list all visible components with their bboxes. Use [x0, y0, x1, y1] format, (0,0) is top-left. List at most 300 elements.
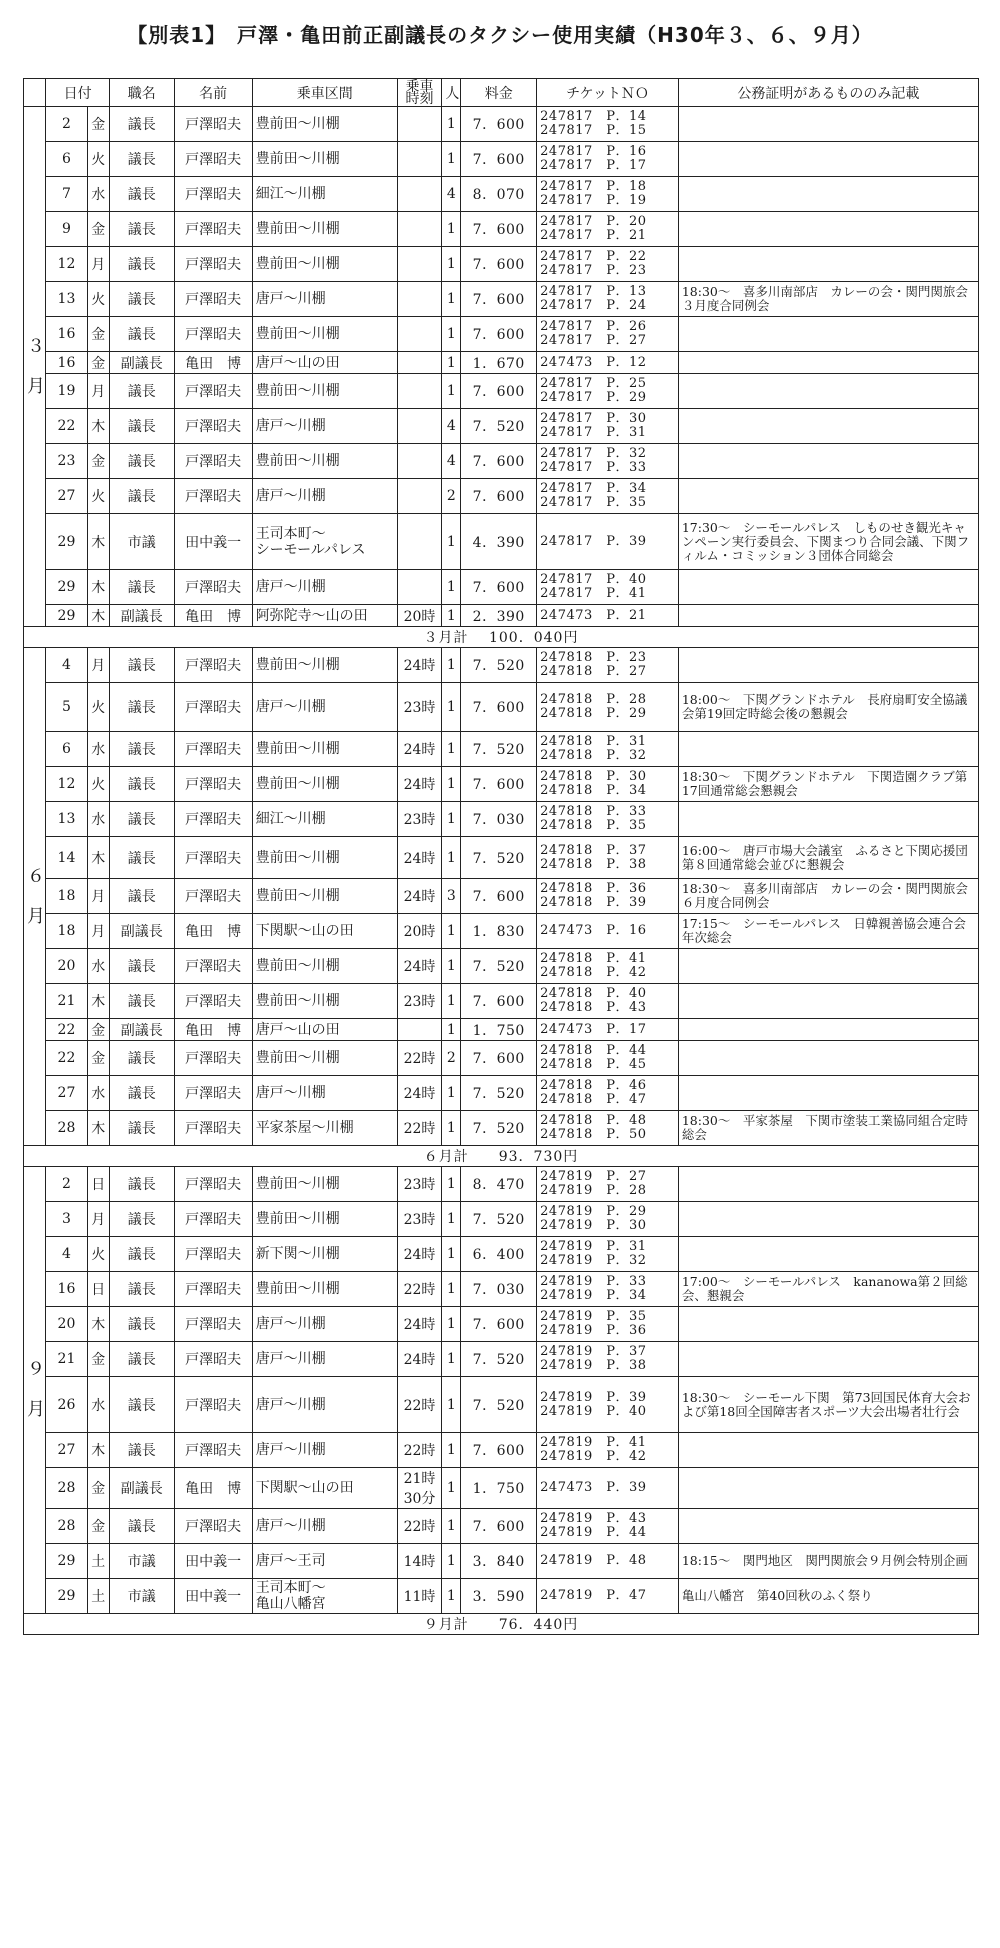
cell-people: 1 — [442, 282, 461, 317]
cell-time — [397, 514, 442, 570]
cell-time — [397, 409, 442, 444]
cell-name: 戸澤昭夫 — [174, 984, 252, 1019]
cell-fare: 7．520 — [461, 949, 537, 984]
cell-day: 6 — [46, 732, 87, 767]
cell-name: 亀田 博 — [174, 1019, 252, 1041]
cell-note — [678, 605, 978, 627]
cell-note — [678, 352, 978, 374]
cell-note — [678, 1019, 978, 1041]
cell-name: 亀田 博 — [174, 914, 252, 949]
cell-day: 29 — [46, 1579, 87, 1614]
cell-position: 議長 — [109, 374, 174, 409]
cell-people: 1 — [442, 984, 461, 1019]
cell-ticket: 247818 P．33 247818 P．35 — [537, 802, 679, 837]
cell-weekday: 金 — [87, 1342, 109, 1377]
cell-route: 唐戸～川棚 — [252, 1509, 397, 1544]
cell-weekday: 木 — [87, 1111, 109, 1146]
cell-fare: 7．520 — [461, 837, 537, 879]
cell-weekday: 木 — [87, 984, 109, 1019]
table-row — [24, 177, 979, 212]
cell-time — [397, 107, 442, 142]
cell-time: 23時 — [397, 1202, 442, 1237]
cell-weekday: 金 — [87, 1509, 109, 1544]
table-row — [24, 1041, 979, 1076]
cell-day: 14 — [46, 837, 87, 879]
cell-weekday: 木 — [87, 837, 109, 879]
cell-route: 豊前田～川棚 — [252, 949, 397, 984]
cell-day: 29 — [46, 570, 87, 605]
cell-weekday: 金 — [87, 107, 109, 142]
cell-ticket: 247817 P．20 247817 P．21 — [537, 212, 679, 247]
cell-note — [678, 802, 978, 837]
cell-fare: 7．600 — [461, 879, 537, 914]
cell-name: 戸澤昭夫 — [174, 282, 252, 317]
cell-route: 豊前田～川棚 — [252, 374, 397, 409]
cell-note: 18:30～ 下関グランドホテル 下関造園クラブ第17回通常総会懇親会 — [678, 767, 978, 802]
cell-route: 唐戸～山の田 — [252, 1019, 397, 1041]
cell-people: 2 — [442, 479, 461, 514]
cell-position: 議長 — [109, 142, 174, 177]
table-row — [24, 1509, 979, 1544]
cell-position: 副議長 — [109, 352, 174, 374]
cell-ticket: 247818 P．41 247818 P．42 — [537, 949, 679, 984]
cell-position: 議長 — [109, 732, 174, 767]
table-row — [24, 282, 979, 317]
header-people: 人 — [442, 79, 461, 107]
cell-people: 1 — [442, 914, 461, 949]
cell-day: 4 — [46, 648, 87, 683]
cell-ticket: 247817 P．32 247817 P．33 — [537, 444, 679, 479]
cell-weekday: 水 — [87, 1377, 109, 1433]
cell-ticket: 247817 P．13 247817 P．24 — [537, 282, 679, 317]
table-row — [24, 479, 979, 514]
month-number: ６ — [27, 865, 45, 887]
cell-ticket: 247819 P．27 247819 P．28 — [537, 1167, 679, 1202]
cell-ticket: 247817 P．34 247817 P．35 — [537, 479, 679, 514]
cell-name: 戸澤昭夫 — [174, 648, 252, 683]
cell-fare: 3．590 — [461, 1579, 537, 1614]
cell-ticket: 247817 P．25 247817 P．29 — [537, 374, 679, 409]
cell-ticket: 247473 P．17 — [537, 1019, 679, 1041]
cell-people: 1 — [442, 1307, 461, 1342]
cell-people: 1 — [442, 949, 461, 984]
cell-note — [678, 949, 978, 984]
cell-name: 戸澤昭夫 — [174, 409, 252, 444]
cell-name: 田中義一 — [174, 514, 252, 570]
cell-route: 唐戸～川棚 — [252, 683, 397, 732]
cell-route: 豊前田～川棚 — [252, 1272, 397, 1307]
cell-people: 1 — [442, 570, 461, 605]
table-row — [24, 317, 979, 352]
cell-day: 29 — [46, 1544, 87, 1579]
cell-note: 17:00～ シーモールパレス kananowa第２回総会、懇親会 — [678, 1272, 978, 1307]
cell-name: 戸澤昭夫 — [174, 1237, 252, 1272]
cell-people: 4 — [442, 177, 461, 212]
cell-note — [678, 648, 978, 683]
cell-ticket: 247818 P．46 247818 P．47 — [537, 1076, 679, 1111]
cell-ticket: 247819 P．41 247819 P．42 — [537, 1433, 679, 1468]
cell-name: 戸澤昭夫 — [174, 107, 252, 142]
cell-note — [678, 374, 978, 409]
cell-position: 議長 — [109, 1433, 174, 1468]
cell-day: 4 — [46, 1237, 87, 1272]
cell-route: 豊前田～川棚 — [252, 444, 397, 479]
cell-day: 16 — [46, 1272, 87, 1307]
cell-name: 戸澤昭夫 — [174, 247, 252, 282]
cell-name: 戸澤昭夫 — [174, 317, 252, 352]
cell-note — [678, 1433, 978, 1468]
cell-note — [678, 1076, 978, 1111]
cell-note — [678, 444, 978, 479]
cell-time: 22時 — [397, 1509, 442, 1544]
cell-day: 22 — [46, 1019, 87, 1041]
table-row — [24, 648, 979, 683]
cell-people: 1 — [442, 142, 461, 177]
cell-time: 24時 — [397, 648, 442, 683]
cell-name: 戸澤昭夫 — [174, 1202, 252, 1237]
cell-day: 2 — [46, 1167, 87, 1202]
cell-position: 議長 — [109, 1041, 174, 1076]
cell-people: 1 — [442, 683, 461, 732]
cell-people: 1 — [442, 1019, 461, 1041]
cell-time — [397, 352, 442, 374]
cell-day: 18 — [46, 879, 87, 914]
cell-ticket: 247817 P．40 247817 P．41 — [537, 570, 679, 605]
table-row — [24, 247, 979, 282]
cell-ticket: 247818 P．37 247818 P．38 — [537, 837, 679, 879]
table-row — [24, 570, 979, 605]
table-row — [24, 879, 979, 914]
cell-fare: 2．390 — [461, 605, 537, 627]
cell-day: 26 — [46, 1377, 87, 1433]
cell-day: 16 — [46, 317, 87, 352]
cell-weekday: 木 — [87, 1433, 109, 1468]
table-row — [24, 1433, 979, 1468]
cell-position: 議長 — [109, 444, 174, 479]
cell-ticket: 247819 P．29 247819 P．30 — [537, 1202, 679, 1237]
cell-note — [678, 732, 978, 767]
cell-note: 16:00～ 唐戸市場大会議室 ふるさと下関応援団第８回通常総会並びに懇親会 — [678, 837, 978, 879]
cell-day: 12 — [46, 767, 87, 802]
cell-fare: 7．600 — [461, 1041, 537, 1076]
table-row — [24, 1544, 979, 1579]
table-row — [24, 409, 979, 444]
cell-people: 1 — [442, 1167, 461, 1202]
cell-time — [397, 247, 442, 282]
cell-weekday: 日 — [87, 1272, 109, 1307]
cell-day: 21 — [46, 1342, 87, 1377]
cell-day: 27 — [46, 1433, 87, 1468]
cell-fare: 7．600 — [461, 984, 537, 1019]
cell-position: 議長 — [109, 317, 174, 352]
cell-people: 1 — [442, 767, 461, 802]
table-row — [24, 1019, 979, 1041]
table-row — [24, 837, 979, 879]
cell-day: 18 — [46, 914, 87, 949]
table-row — [24, 212, 979, 247]
cell-ticket: 247473 P．39 — [537, 1468, 679, 1509]
cell-route: 豊前田～川棚 — [252, 212, 397, 247]
cell-people: 1 — [442, 1342, 461, 1377]
cell-weekday: 金 — [87, 317, 109, 352]
cell-ticket: 247819 P．37 247819 P．38 — [537, 1342, 679, 1377]
cell-time — [397, 374, 442, 409]
cell-fare: 7．600 — [461, 282, 537, 317]
table-row — [24, 1468, 979, 1509]
cell-day: 7 — [46, 177, 87, 212]
cell-position: 議長 — [109, 879, 174, 914]
cell-note — [678, 212, 978, 247]
cell-weekday: 木 — [87, 605, 109, 627]
cell-route: 唐戸～川棚 — [252, 1076, 397, 1111]
cell-route: 唐戸～川棚 — [252, 282, 397, 317]
cell-fare: 7．600 — [461, 683, 537, 732]
cell-time — [397, 212, 442, 247]
cell-name: 戸澤昭夫 — [174, 142, 252, 177]
cell-weekday: 月 — [87, 879, 109, 914]
cell-weekday: 月 — [87, 1202, 109, 1237]
cell-position: 副議長 — [109, 605, 174, 627]
cell-people: 1 — [442, 1433, 461, 1468]
cell-people: 4 — [442, 409, 461, 444]
cell-route: 王司本町～ シーモールパレス — [252, 514, 397, 570]
cell-fare: 7．030 — [461, 1272, 537, 1307]
cell-people: 1 — [442, 1202, 461, 1237]
cell-position: 議長 — [109, 1272, 174, 1307]
cell-fare: 1．830 — [461, 914, 537, 949]
cell-time: 24時 — [397, 837, 442, 879]
cell-ticket: 247817 P．39 — [537, 514, 679, 570]
cell-ticket: 247819 P．48 — [537, 1544, 679, 1579]
cell-day: 22 — [46, 1041, 87, 1076]
cell-note — [678, 1202, 978, 1237]
cell-time — [397, 282, 442, 317]
cell-name: 戸澤昭夫 — [174, 479, 252, 514]
cell-position: 議長 — [109, 282, 174, 317]
cell-weekday: 水 — [87, 177, 109, 212]
cell-route: 唐戸～山の田 — [252, 352, 397, 374]
cell-name: 戸澤昭夫 — [174, 683, 252, 732]
table-row — [24, 605, 979, 627]
table-header-row — [24, 79, 979, 107]
cell-name: 田中義一 — [174, 1579, 252, 1614]
cell-day: 23 — [46, 444, 87, 479]
cell-fare: 7．600 — [461, 767, 537, 802]
cell-position: 議長 — [109, 247, 174, 282]
table-row — [24, 1307, 979, 1342]
cell-ticket: 247818 P．23 247818 P．27 — [537, 648, 679, 683]
cell-name: 戸澤昭夫 — [174, 837, 252, 879]
cell-ticket: 247817 P．22 247817 P．23 — [537, 247, 679, 282]
cell-time — [397, 570, 442, 605]
cell-route: 唐戸～川棚 — [252, 1377, 397, 1433]
cell-fare: 7．600 — [461, 142, 537, 177]
cell-position: 議長 — [109, 1509, 174, 1544]
cell-position: 議長 — [109, 409, 174, 444]
month-total: ９月計 76．440円 — [24, 1614, 979, 1635]
cell-route: 豊前田～川棚 — [252, 767, 397, 802]
cell-weekday: 水 — [87, 732, 109, 767]
cell-route: 唐戸～川棚 — [252, 479, 397, 514]
cell-time: 20時 — [397, 605, 442, 627]
cell-route: 豊前田～川棚 — [252, 247, 397, 282]
cell-route: 豊前田～川棚 — [252, 1167, 397, 1202]
cell-people: 1 — [442, 1237, 461, 1272]
cell-ticket: 247818 P．31 247818 P．32 — [537, 732, 679, 767]
cell-name: 戸澤昭夫 — [174, 1342, 252, 1377]
month-total-row — [24, 1614, 979, 1635]
cell-fare: 7．600 — [461, 247, 537, 282]
cell-note — [678, 1167, 978, 1202]
cell-day: 29 — [46, 605, 87, 627]
cell-people: 1 — [442, 317, 461, 352]
cell-time: 23時 — [397, 683, 442, 732]
month-number: ９ — [27, 1359, 45, 1380]
cell-route: 豊前田～川棚 — [252, 107, 397, 142]
cell-weekday: 火 — [87, 479, 109, 514]
cell-name: 戸澤昭夫 — [174, 1167, 252, 1202]
cell-note: 18:30～ シーモール下関 第73回国民体育大会および第18回全国障害者スポーツ大会出場者壮行会 — [678, 1377, 978, 1433]
table-row — [24, 1167, 979, 1202]
cell-name: 戸澤昭夫 — [174, 177, 252, 212]
cell-fare: 8．470 — [461, 1167, 537, 1202]
cell-day: 21 — [46, 984, 87, 1019]
month-label — [24, 107, 46, 627]
cell-name: 戸澤昭夫 — [174, 570, 252, 605]
cell-note — [678, 479, 978, 514]
cell-name: 戸澤昭夫 — [174, 1076, 252, 1111]
month-label — [24, 1167, 46, 1614]
cell-route: 阿弥陀寺～山の田 — [252, 605, 397, 627]
cell-weekday: 火 — [87, 683, 109, 732]
table-row — [24, 683, 979, 732]
cell-ticket: 247473 P．21 — [537, 605, 679, 627]
cell-note — [678, 1041, 978, 1076]
cell-name: 戸澤昭夫 — [174, 879, 252, 914]
cell-fare: 7．520 — [461, 732, 537, 767]
cell-time: 22時 — [397, 1272, 442, 1307]
cell-people: 1 — [442, 247, 461, 282]
cell-day: 2 — [46, 107, 87, 142]
cell-ticket: 247817 P．30 247817 P．31 — [537, 409, 679, 444]
cell-route: 豊前田～川棚 — [252, 984, 397, 1019]
cell-fare: 7．600 — [461, 1433, 537, 1468]
header-note: 公務証明があるもののみ記載 — [678, 79, 978, 107]
cell-name: 戸澤昭夫 — [174, 802, 252, 837]
cell-position: 議長 — [109, 1307, 174, 1342]
cell-time: 24時 — [397, 732, 442, 767]
cell-ticket: 247818 P．44 247818 P．45 — [537, 1041, 679, 1076]
cell-ticket: 247818 P．48 247818 P．50 — [537, 1111, 679, 1146]
cell-route: 豊前田～川棚 — [252, 837, 397, 879]
cell-people: 1 — [442, 374, 461, 409]
cell-position: 議長 — [109, 1237, 174, 1272]
cell-time — [397, 444, 442, 479]
document-title: 【別表1】 戸澤・亀田前正副議長のタクシー使用実績（H30年３、６、９月） — [127, 23, 873, 47]
cell-weekday: 土 — [87, 1544, 109, 1579]
cell-time: 22時 — [397, 1377, 442, 1433]
cell-day: 5 — [46, 683, 87, 732]
cell-note — [678, 247, 978, 282]
table-row — [24, 1111, 979, 1146]
cell-name: 戸澤昭夫 — [174, 1041, 252, 1076]
cell-position: 副議長 — [109, 1019, 174, 1041]
month-number: ３ — [27, 335, 45, 357]
table-row — [24, 914, 979, 949]
cell-route: 下関駅～山の田 — [252, 1468, 397, 1509]
cell-position: 議長 — [109, 479, 174, 514]
cell-ticket: 247818 P．30 247818 P．34 — [537, 767, 679, 802]
cell-name: 田中義一 — [174, 1544, 252, 1579]
month-suffix: 月 — [27, 1399, 45, 1420]
cell-people: 1 — [442, 1509, 461, 1544]
cell-name: 戸澤昭夫 — [174, 212, 252, 247]
cell-ticket: 247819 P．35 247819 P．36 — [537, 1307, 679, 1342]
header-date: 日付 — [46, 79, 110, 107]
table-row — [24, 1342, 979, 1377]
cell-position: 市議 — [109, 1579, 174, 1614]
header-route: 乗車区間 — [252, 79, 397, 107]
cell-note: 18:30～ 喜多川南部店 カレーの会・関門関旅会６月度合同例会 — [678, 879, 978, 914]
cell-note — [678, 1307, 978, 1342]
cell-day: 20 — [46, 949, 87, 984]
cell-weekday: 金 — [87, 1468, 109, 1509]
cell-route: 豊前田～川棚 — [252, 732, 397, 767]
cell-ticket: 247819 P．39 247819 P．40 — [537, 1377, 679, 1433]
cell-weekday: 火 — [87, 282, 109, 317]
cell-position: 議長 — [109, 767, 174, 802]
cell-fare: 7．520 — [461, 1076, 537, 1111]
cell-position: 議長 — [109, 949, 174, 984]
cell-people: 1 — [442, 1468, 461, 1509]
cell-time: 20時 — [397, 914, 442, 949]
cell-day: 20 — [46, 1307, 87, 1342]
cell-weekday: 水 — [87, 802, 109, 837]
table-row — [24, 1579, 979, 1614]
cell-time: 24時 — [397, 1342, 442, 1377]
cell-position: 副議長 — [109, 1468, 174, 1509]
cell-name: 戸澤昭夫 — [174, 1377, 252, 1433]
cell-weekday: 木 — [87, 570, 109, 605]
cell-note: 17:30～ シーモールパレス しものせき観光キャンペーン実行委員会、下関まつり合同会議、下関フィルム・コミッション３団体合同総会 — [678, 514, 978, 570]
cell-fare: 6．400 — [461, 1237, 537, 1272]
cell-time: 23時 — [397, 1167, 442, 1202]
header-ticket: チケットＮＯ — [537, 79, 679, 107]
cell-weekday: 金 — [87, 1041, 109, 1076]
cell-fare: 1．670 — [461, 352, 537, 374]
cell-time: 22時 — [397, 1041, 442, 1076]
cell-time: 22時 — [397, 1111, 442, 1146]
cell-note — [678, 1468, 978, 1509]
cell-position: 議長 — [109, 984, 174, 1019]
cell-time: 21時 30分 — [397, 1468, 442, 1509]
cell-name: 戸澤昭夫 — [174, 1111, 252, 1146]
cell-day: 28 — [46, 1111, 87, 1146]
cell-fare: 1．750 — [461, 1019, 537, 1041]
cell-ticket: 247819 P．43 247819 P．44 — [537, 1509, 679, 1544]
cell-route: 豊前田～川棚 — [252, 879, 397, 914]
cell-route: 平家茶屋～川棚 — [252, 1111, 397, 1146]
cell-weekday: 水 — [87, 949, 109, 984]
cell-weekday: 火 — [87, 1237, 109, 1272]
cell-weekday: 火 — [87, 767, 109, 802]
cell-people: 1 — [442, 732, 461, 767]
cell-note: 17:15～ シーモールパレス 日韓親善協会連合会年次総会 — [678, 914, 978, 949]
cell-position: 議長 — [109, 648, 174, 683]
table-row — [24, 374, 979, 409]
table-body — [24, 107, 979, 1635]
month-suffix: 月 — [27, 905, 45, 927]
